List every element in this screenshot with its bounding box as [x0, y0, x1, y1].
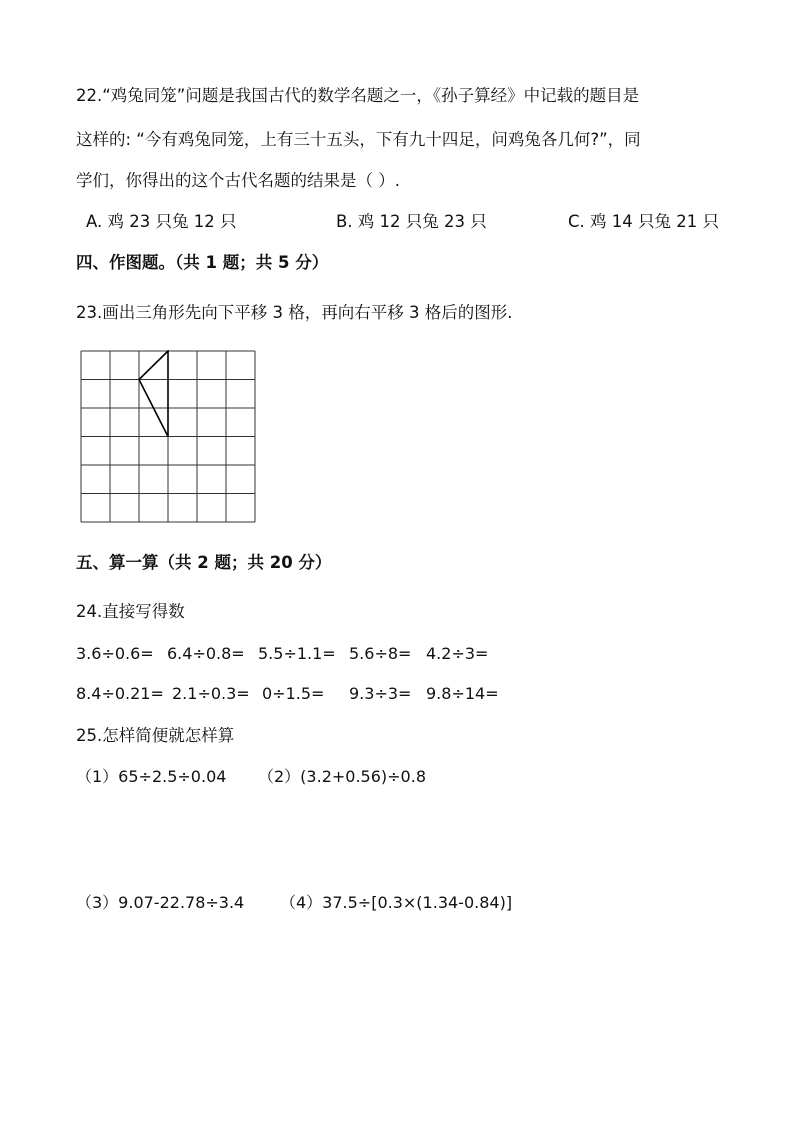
option-a: A. 鸡 23 只兔 12 只	[86, 212, 237, 231]
oral-calc-item: 2.1÷0.3=	[172, 684, 250, 703]
oral-calc-item: 9.8÷14=	[426, 684, 499, 703]
triangle-shape	[139, 351, 168, 437]
oral-calc-item: 3.6÷0.6=	[76, 644, 154, 663]
oral-calc-item: 8.4÷0.21=	[76, 684, 164, 703]
option-b: B. 鸡 12 只兔 23 只	[336, 212, 487, 231]
question-22-line-2: 这样的: “今有鸡兔同笼，上有三十五头，下有九十四足，问鸡兔各几何?”，同	[76, 130, 641, 149]
oral-calc-item: 5.6÷8=	[349, 644, 412, 663]
section-5-title: 五、算一算（共 2 题；共 20 分）	[76, 553, 332, 572]
grid-figure	[80, 350, 260, 530]
oral-calc-item: 0÷1.5=	[262, 684, 325, 703]
question-25: 25.怎样简便就怎样算	[76, 726, 235, 745]
oral-calc-item: 4.2÷3=	[426, 644, 489, 663]
question-24: 24.直接写得数	[76, 602, 185, 621]
question-23: 23.画出三角形先向下平移 3 格，再向右平移 3 格后的图形.	[76, 303, 513, 322]
calc-item-1: （1）65÷2.5÷0.04	[76, 767, 227, 786]
oral-calc-item: 9.3÷3=	[349, 684, 412, 703]
grid-svg	[80, 350, 260, 526]
calc-item-2: （2）(3.2+0.56)÷0.8	[258, 767, 426, 786]
option-c: C. 鸡 14 只兔 21 只	[568, 212, 719, 231]
calc-item-3: （3）9.07-22.78÷3.4	[76, 893, 245, 912]
question-22-line-3: 学们，你得出的这个古代名题的结果是（ ）.	[76, 171, 400, 190]
oral-calc-item: 6.4÷0.8=	[167, 644, 245, 663]
section-4-title: 四、作图题。（共 1 题；共 5 分）	[76, 253, 329, 272]
calc-item-4: （4）37.5÷[0.3×(1.34-0.84)]	[280, 893, 513, 912]
oral-calc-item: 5.5÷1.1=	[258, 644, 336, 663]
question-22-line-1: 22.“鸡兔同笼”问题是我国古代的数学名题之一，《孙子算经》中记载的题目是	[76, 86, 640, 105]
